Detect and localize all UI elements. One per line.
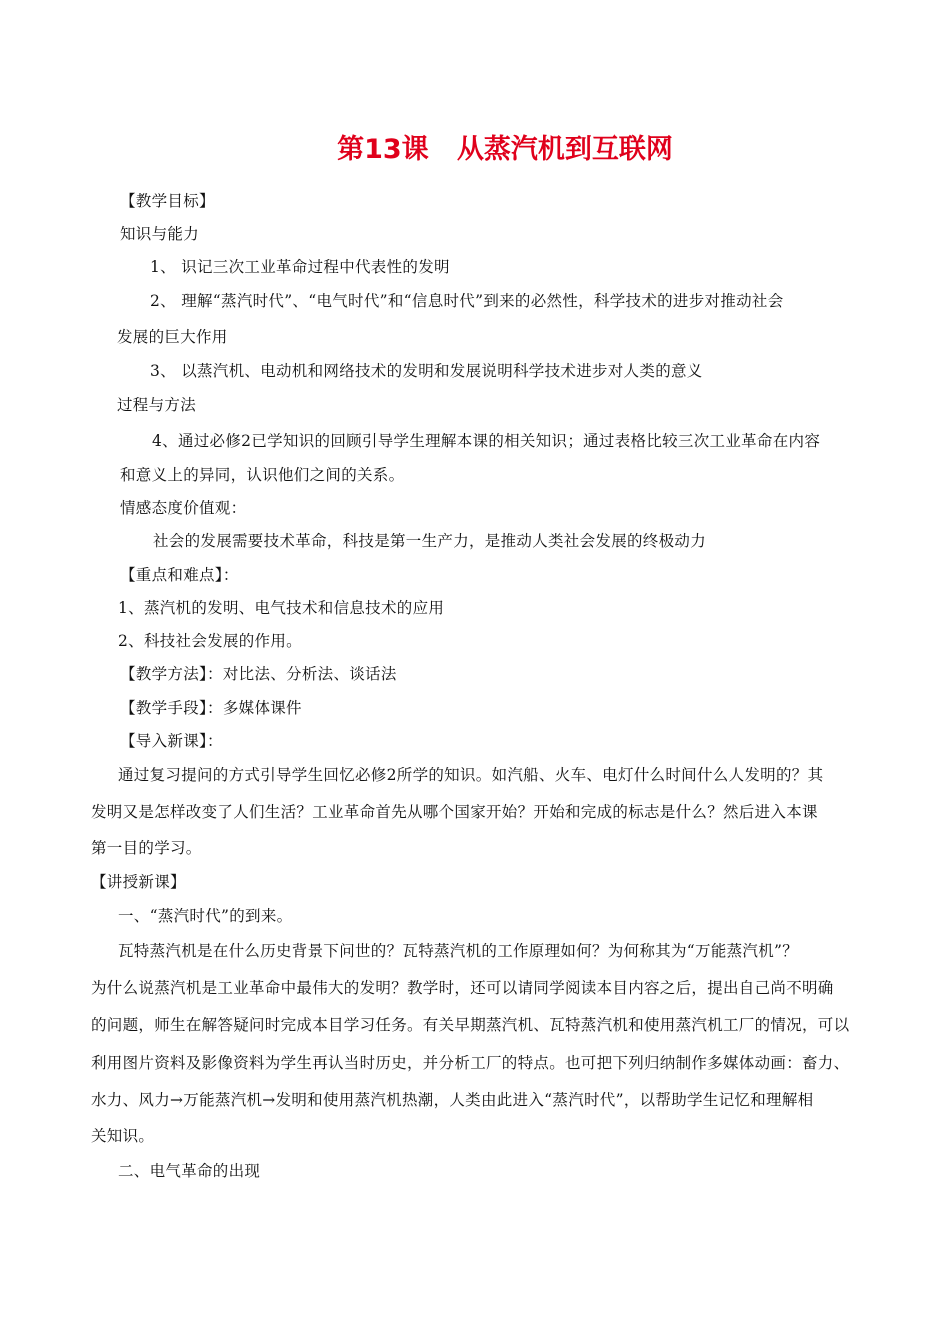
paragraph-line: 通过复习提问的方式引导学生回忆必修2所学的知识。如汽船、火车、电灯什么时间什么人发明的？其 (118, 766, 824, 784)
paragraph-line: 水力、风力→万能蒸汽机→发明和使用蒸汽机热潮，人类由此进入“蒸汽时代”，以帮助学生记忆和理解相 (91, 1091, 814, 1109)
section-heading-means: 【教学手段】：多媒体课件 (120, 699, 302, 717)
subheading-process: 过程与方法 (117, 396, 197, 414)
paragraph-line: 发展的巨大作用 (117, 328, 228, 346)
section-heading-new-lesson: 【讲授新课】 (91, 873, 186, 891)
paragraph-line: 4、通过必修2已学知识的回顾引导学生理解本课的相关知识；通过表格比较三次工业革命在内容 (152, 432, 821, 450)
paragraph-line: 利用图片资料及影像资料为学生再认当时历史，并分析工厂的特点。也可把下列归纳制作多媒体动画：畜力、 (91, 1054, 850, 1072)
section-heading-key-points: 【重点和难点】： (120, 566, 239, 584)
paragraph-line: 2、 理解“蒸汽时代”、“电气时代”和“信息时代”到来的必然性，科学技术的进步对推动社会 (150, 292, 784, 310)
subheading-knowledge: 知识与能力 (120, 225, 200, 243)
subheading-attitude: 情感态度价值观： (120, 499, 247, 517)
list-item: 1、蒸汽机的发明、电气技术和信息技术的应用 (118, 599, 445, 617)
paragraph-line: 发明又是怎样改变了人们生活？工业革命首先从哪个国家开始？开始和完成的标志是什么？然后进入本课 (91, 803, 818, 821)
list-item: 2、科技社会发展的作用。 (118, 632, 302, 650)
subsection-heading-steam-age: 一、“蒸汽时代”的到来。 (118, 907, 293, 925)
paragraph-line: 瓦特蒸汽机是在什么历史背景下问世的？瓦特蒸汽机的工作原理如何？为何称其为“万能蒸汽机”？ (118, 942, 799, 960)
paragraph-line: 第一目的学习。 (91, 839, 202, 857)
paragraph-line: 社会的发展需要技术革命，科技是第一生产力，是推动人类社会发展的终极动力 (153, 532, 707, 550)
paragraph-line: 1、 识记三次工业革命过程中代表性的发明 (150, 258, 450, 276)
paragraph-line: 的问题，师生在解答疑问时完成本目学习任务。有关早期蒸汽机、瓦特蒸汽机和使用蒸汽机工厂的情况，可以 (91, 1016, 850, 1034)
section-heading-methods: 【教学方法】：对比法、分析法、谈话法 (120, 665, 397, 683)
paragraph-line: 为什么说蒸汽机是工业革命中最伟大的发明？教学时，还可以请同学阅读本目内容之后，提出自己尚不明确 (91, 979, 834, 997)
section-heading-introduction: 【导入新课】： (120, 732, 223, 750)
page-title: 第13课 从蒸汽机到互联网 (337, 134, 673, 165)
subsection-heading-electric-revolution: 二、电气革命的出现 (118, 1162, 261, 1180)
paragraph-line: 和意义上的异同，认识他们之间的关系。 (120, 466, 405, 484)
section-heading-objectives: 【教学目标】 (120, 192, 215, 210)
paragraph-line: 关知识。 (91, 1127, 155, 1145)
paragraph-line: 3、 以蒸汽机、电动机和网络技术的发明和发展说明科学技术进步对人类的意义 (150, 362, 703, 380)
